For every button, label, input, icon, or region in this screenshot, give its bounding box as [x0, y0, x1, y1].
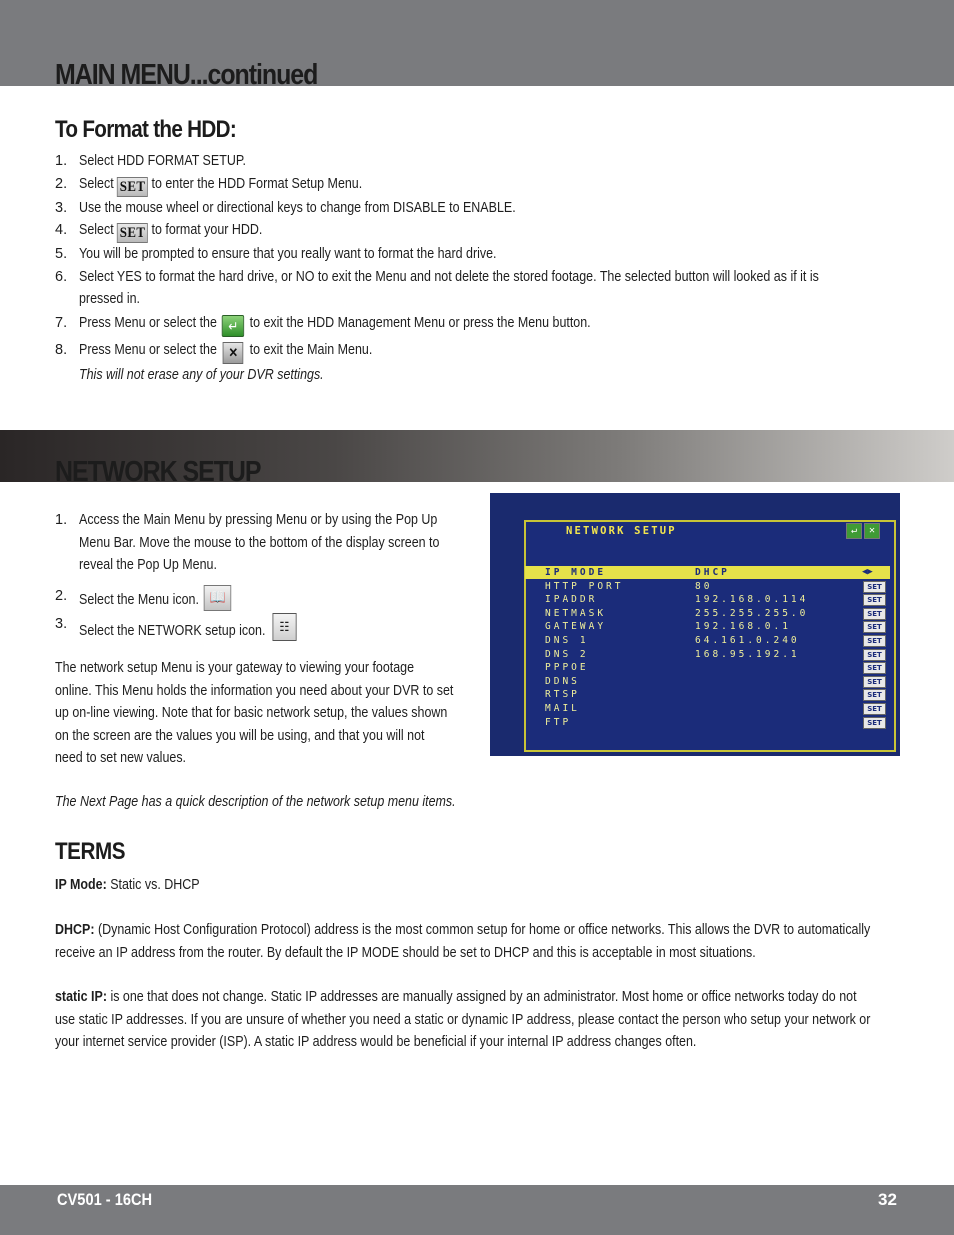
dvr-row-label: DNS 1: [545, 635, 589, 646]
network-icon: ☷: [272, 613, 296, 641]
dvr-row-label: DDNS: [545, 675, 580, 687]
dvr-row-label: PPPOE: [545, 662, 589, 674]
dvr-set-button[interactable]: SET: [863, 635, 886, 647]
dvr-row-label: DNS 2: [545, 648, 589, 660]
dvr-row-value: 168.95.192.1: [695, 648, 800, 660]
dvr-network-setup-screenshot: [490, 493, 900, 756]
list-item: 4. Select SET to format your HDD.: [55, 222, 263, 241]
set-icon: SET: [117, 177, 148, 197]
format-note: This will not erase any of your DVR settings.: [79, 366, 324, 383]
page-title: MAIN MENU...continued: [55, 59, 318, 91]
back-arrow-icon: ↵: [222, 315, 244, 337]
dvr-row-value: 255.255.255.0: [695, 607, 809, 619]
dvr-row-value: DHCP: [695, 567, 730, 578]
list-item: 5. You will be prompted to ensure that you really want to format the hard drive.: [55, 246, 497, 262]
network-setup-title: NETWORK SETUP: [55, 456, 261, 488]
list-item: 7. Press Menu or select the ↵ to exit the HDD Management Menu or press the Menu button.: [55, 312, 905, 337]
dvr-row-label: NETMASK: [545, 607, 607, 619]
dvr-set-button[interactable]: SET: [863, 689, 886, 701]
next-page-note: The Next Page has a quick description of the network setup menu items.: [55, 794, 456, 810]
list-item: 1. Select HDD FORMAT SETUP.: [55, 153, 247, 169]
dvr-row-label: GATEWAY: [545, 621, 607, 633]
network-description: The network setup Menu is your gateway to viewing your footage online. This Menu holds the information you need about your DVR to set up on-line viewing. Note that for basic network setup, the values shown on the screen are the values you will be using, and that you will not need to set new values.: [55, 660, 454, 766]
dvr-row-label: FTP: [545, 716, 572, 728]
page-number: 32: [878, 1190, 897, 1209]
list-item: 3. Use the mouse wheel or directional keys to change from DISABLE to ENABLE.: [55, 199, 516, 216]
format-hdd-heading: To Format the HDD:: [55, 116, 237, 143]
dvr-screen-title: NETWORK SETUP: [566, 525, 677, 537]
dvr-set-button[interactable]: SET: [863, 608, 886, 620]
dvr-row-label: IPADDR: [545, 594, 598, 606]
dvr-set-button[interactable]: SET: [863, 703, 886, 715]
dvr-row-label: HTTP PORT: [545, 580, 624, 592]
dvr-close-icon: ✕: [864, 523, 880, 539]
list-item: 3. Select the NETWORK setup icon. ☷: [55, 613, 475, 643]
list-item: 1. Access the Main Menu by pressing Menu or by using the Pop Up Menu Bar. Move the mouse to the bottom of the display screen to reveal the Pop Up Menu.: [55, 512, 440, 573]
dvr-row-label: IP MODE: [545, 567, 607, 578]
dvr-row-value: 80: [695, 580, 713, 592]
term-static-ip: static IP: is one that does not change. Static IP addresses are manually assigned by an administrator. Most home or office networks today do not use static IP addresses. If you are unsure of whether you need a static or dynamic IP address, please contact the person who setup your network or your internet service provider (ISP). A static IP address would be beneficial if your internal IP address changes often.: [55, 989, 871, 1050]
dvr-set-button[interactable]: SET: [863, 621, 886, 633]
dvr-back-icon: ↵: [846, 523, 862, 539]
list-item: [55, 364, 905, 387]
list-item: 8. Press Menu or select the ✕ to exit the Main Menu.: [55, 339, 905, 364]
dvr-set-button[interactable]: SET: [863, 581, 886, 593]
network-steps: [55, 509, 475, 643]
dvr-set-button[interactable]: SET: [863, 676, 886, 688]
footer-model: CV501 - 16CH: [57, 1190, 153, 1209]
dvr-row-value: 64.161.0.240: [695, 635, 800, 646]
dvr-row-value: 192.168.0.114: [695, 594, 809, 606]
dvr-row-value: 192.168.0.1: [695, 621, 791, 633]
set-icon: SET: [117, 223, 148, 243]
dvr-row-label: MAIL: [545, 703, 580, 714]
format-hdd-steps: [55, 150, 905, 386]
term-ip-mode: IP Mode: Static vs. DHCP: [55, 877, 200, 893]
dvr-arrows-icon: ◀▶: [862, 567, 873, 577]
menu-book-icon: 📖: [204, 585, 232, 611]
list-item: 6. Select YES to format the hard drive, or NO to exit the Menu and not delete the stored footage. The selected button will looked as if it is pressed in.: [55, 268, 819, 307]
dvr-row-label: RTSP: [545, 689, 580, 701]
close-icon: ✕: [223, 342, 244, 364]
dvr-set-button[interactable]: SET: [863, 717, 886, 729]
terms-heading: TERMS: [55, 838, 126, 865]
dvr-set-button[interactable]: SET: [863, 649, 886, 661]
dvr-set-button[interactable]: SET: [863, 594, 886, 606]
dvr-set-button[interactable]: SET: [863, 662, 886, 674]
term-dhcp: DHCP: (Dynamic Host Configuration Protocol) address is the most common setup for home or office networks. This allows the DVR to automatically receive an IP address from the router. By default the IP MODE should be set to DHCP and this is acceptable in most situations.: [55, 922, 871, 961]
list-item: 2. Select SET to enter the HDD Format Setup Menu.: [55, 175, 363, 195]
list-item: 2. Select the Menu icon. 📖: [55, 585, 475, 612]
